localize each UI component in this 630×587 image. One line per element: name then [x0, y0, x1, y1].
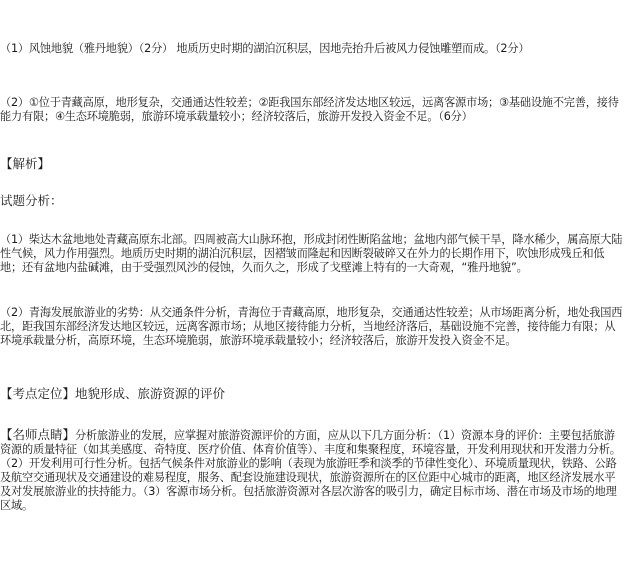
- point-location-tag: 【考点定位】: [0, 386, 76, 401]
- teacher-tip-text: 分析旅游业的发展，应掌握对旅游资源评价的方面，应从以下几方面分析：（1）资源本身的评价：主要包括旅游资源的质量特征（如其美感度、奇特度、医疗价值、体育价值等）、丰度和集聚程度，环境容量，开发利用现状和开发潜力分析。（2）开发利用可行性分析。包括气候条件对旅游业的影响（表现为旅游旺季和淡季的节律性变化）、环境质量现状，铁路、公路及航空交通现状及交通建设的难易程度，服务、配套设施建设现状，旅游资源所在的区位距中心城市的距离，地区经济发展水平及对发展旅游业的扶持能力。（3）客源市场分析。包括旅游资源对各层次游客的吸引力，确定目标市场、潜在市场及市场的地理区域。: [0, 429, 621, 512]
- point-location: [0, 386, 624, 402]
- analysis-intro: 试题分析：: [0, 193, 63, 208]
- analysis-part-2: （2）青海发展旅游业的劣势：从交通条件分析，青海位于青藏高原，地形复杂，交通通达性较差；从市场距离分析，地处我国西北，距我国东部经济发达地区较远，远离客源市场；从地区接待能力分析，当地经济落后，基础设施不完善，接待能力有限；从环境承载量分析，高原环境，生态环境脆弱，旅游环境承载量较小；经济较落后，旅游开发投入资金不足。: [0, 306, 623, 347]
- teacher-tip: [0, 427, 624, 513]
- point-location-text: 地貌形成、旅游资源的评价: [75, 386, 226, 401]
- answer-part-2: （2）①位于青藏高原，地形复杂，交通通达性较差；②距我国东部经济发达地区较远，远离客源市场；③基础设施不完善，接待能力有限；④生态环境脆弱，旅游环境承载量较小；经济较落后，旅游开发投入资金不足。（6分）: [0, 96, 619, 123]
- analysis-heading: 【解析】: [0, 156, 51, 171]
- answer-part-1: （1）风蚀地貌（雅丹地貌）（2分） 地质历史时期的湖泊沉积层，因地壳抬升后被风力侵蚀雕塑而成。（2分）: [0, 42, 530, 55]
- analysis-part-1: （1）柴达木盆地地处青藏高原东北部。四周被高大山脉环抱，形成封闭性断陷盆地；盆地内部气候干旱，降水稀少，属高原大陆性气候，风力作用强烈。地质历史时期的湖泊沉积层，因褶皱而隆起和因断裂破碎又在外力的长期作用下，吹蚀形成残丘和低地；还有盆地内盐碱滩，由于受强烈风沙的侵蚀，久而久之，形成了戈壁滩上特有的一大奇观，“雅丹地貌”。: [0, 233, 623, 274]
- teacher-tip-tag: 【名师点睛】: [0, 427, 76, 442]
